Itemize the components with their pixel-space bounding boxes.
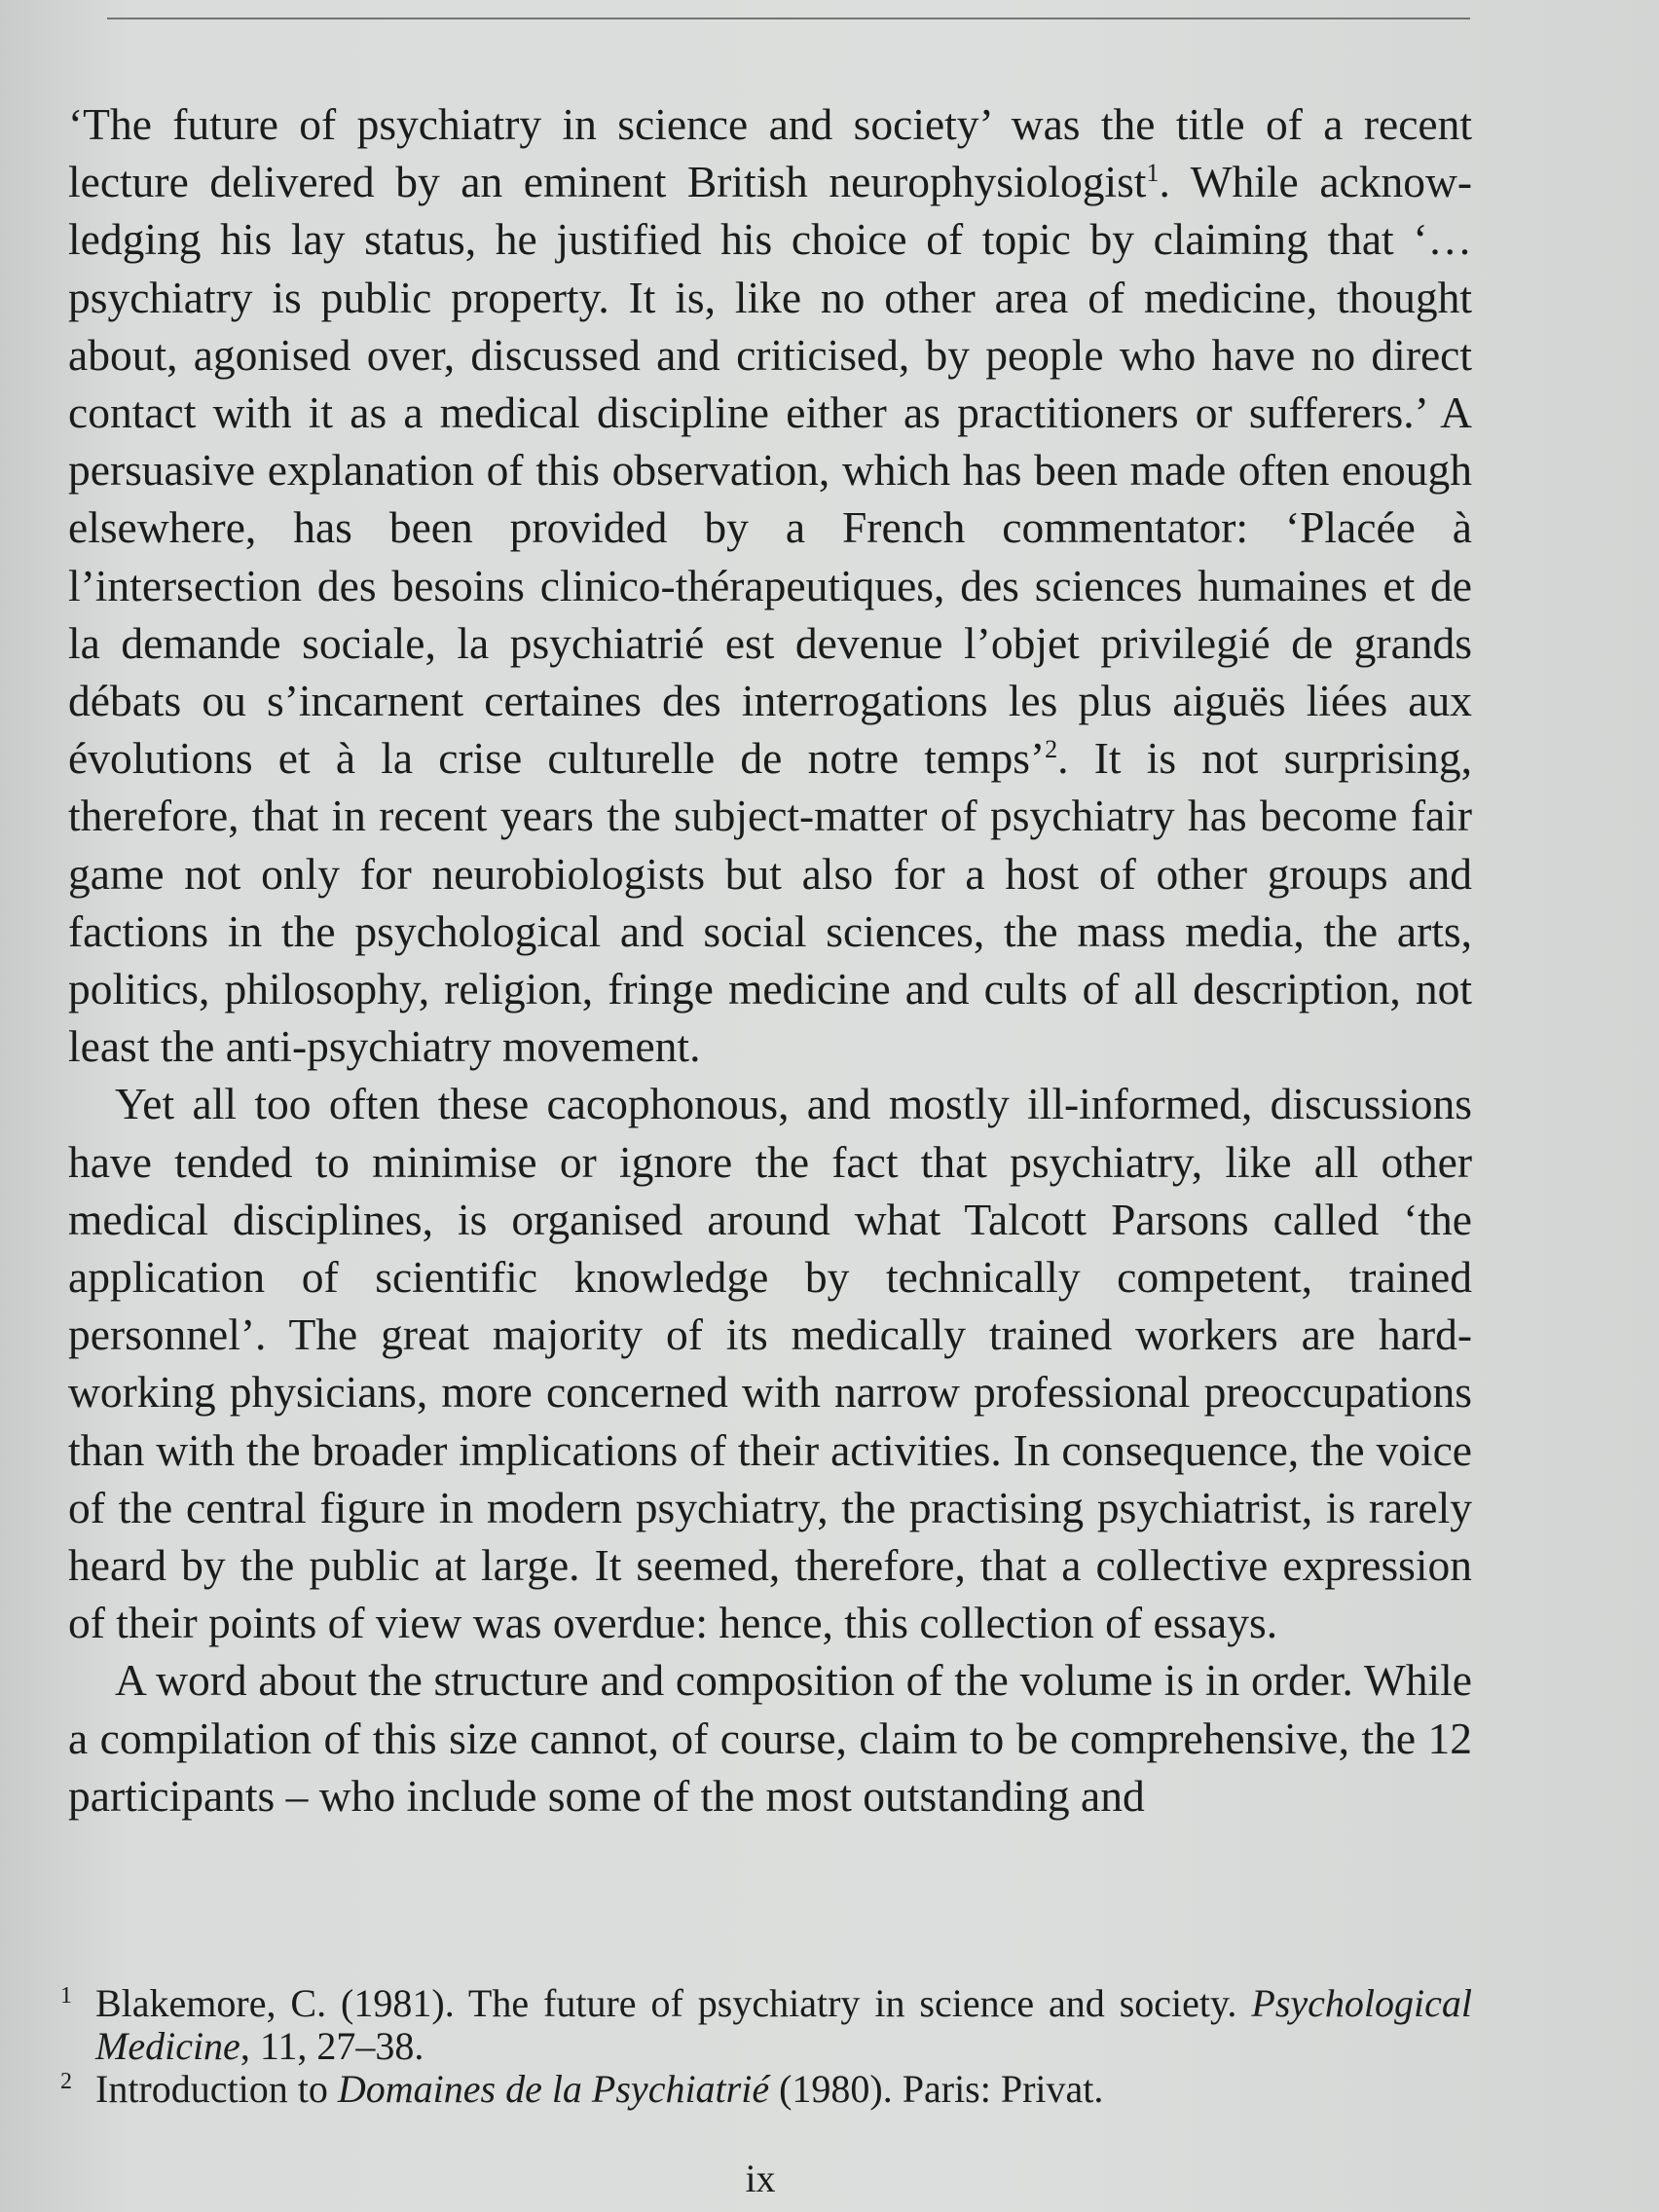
footnote-1 bbox=[60, 1982, 1472, 2068]
footnote-2-publisher: (1980). Paris: Privat. bbox=[769, 2067, 1104, 2111]
footnote-2 bbox=[60, 2068, 1472, 2111]
footnote-2-book-title: Domaines de la Psychiatrié bbox=[337, 2067, 770, 2111]
paragraph-1-text-c: . It is not surprising, therefore, that in recent years the subject-matter of psychiatry has become fair game not only for neurobiologists but also for a host of other groups and factions in the psychological and social sciences, the mass media, the arts, politics, philosophy, religion, fringe medicine and cults of all description, not least the anti-psychiatry movement. bbox=[68, 733, 1472, 1072]
footnote-2-mark: 2 bbox=[60, 2069, 72, 2094]
footnote-ref-2: 2 bbox=[1045, 735, 1058, 764]
paragraph-1 bbox=[68, 95, 1472, 1075]
body-text bbox=[68, 95, 1472, 1825]
header-rule bbox=[107, 18, 1470, 19]
footnote-1-mark: 1 bbox=[60, 1983, 72, 2009]
paragraph-2-text: Yet all too often these cacophonous, and mostly ill-informed, discussions have tended to minimise or ignore the fact that psychiatry, like all other medical disciplines, is organised around what Talcott Parsons called ‘the application of scientific knowledge by technically competent, trained personnel’. The great majority of its medically trained workers are hard-working physicians, more concerned with narrow professional preoccupations than with the broader implications of their activities. In consequence, the voice of the central figure in modern psychiatry, the practising psychiatrist, is rarely heard by the public at large. It seemed, therefore, that a collective expression of their points of view was overdue: hence, this collection of essays. bbox=[68, 1079, 1472, 1648]
paragraph-3 bbox=[68, 1651, 1472, 1825]
footnote-1-citation: Blakemore, C. (1981). The future of psychiatry in science and society. bbox=[95, 1981, 1252, 2025]
page-number: ix bbox=[745, 2157, 776, 2200]
footnote-1-body bbox=[95, 1982, 1472, 2068]
footnote-2-body bbox=[95, 2068, 1472, 2111]
footnote-2-citation: Introduction to bbox=[95, 2067, 338, 2111]
footnote-ref-1: 1 bbox=[1146, 159, 1160, 188]
footnotes bbox=[60, 1982, 1472, 2111]
paragraph-2 bbox=[68, 1075, 1472, 1651]
paragraph-1-text-a: ‘The future of psychiatry in science and society’ was the title of a recent lecture delivered by an eminent British neurophysiologist bbox=[68, 99, 1472, 207]
paragraph-3-text: A word about the structure and composition of the volume is in order. While a compilation of this size cannot, of course, claim to be comprehensive, the 12 participants – who include some of the most outstanding and bbox=[68, 1655, 1472, 1821]
footnote-1-volume: , 11, 27–38. bbox=[240, 2024, 424, 2068]
footnote-1-journal: Psychological Medicine bbox=[95, 1981, 1472, 2068]
paragraph-1-text-b: . While acknowledging his lay status, he justified his choice of topic by claiming that ‘…psychiatry is public property. It is, like no other area of medicine, thought about, agonised over, discussed and criticised, by people who have no direct contact with it as a medical discipline either as practitioners or sufferers.’ A persuasive explanation of this observation, which has been made often enough elsewhere, has been provided by a French commentator: ‘Placée à l’intersection des besoins clinico-thérapeutiques, des sciences humaines et de la demande sociale, la psychiatrié est devenue l’objet privilegié de grands débats ou s’incarnent certaines des interrogations les plus aiguës liées aux évolutions et à la crise culturelle de notre temps’ bbox=[68, 157, 1472, 784]
